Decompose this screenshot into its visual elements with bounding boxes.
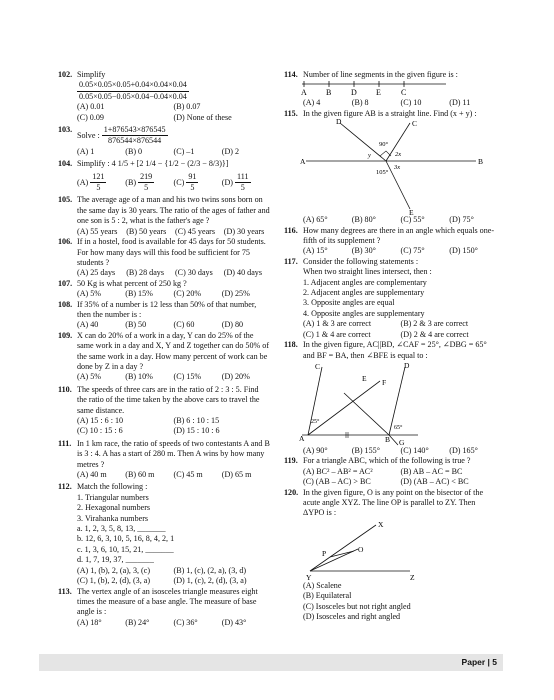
page-number: Paper | 5 xyxy=(461,657,497,667)
option[interactable]: (D) 80 xyxy=(221,320,244,330)
label-B: B xyxy=(326,88,332,98)
option[interactable]: (B) 1, (c), (2, a), (3, d) xyxy=(173,565,247,575)
question-120: 120. In the given figure, O is any point on the bisector of the acute angle XYZ. The line OP is parallel to ZY. Then ΔYPO is : xyxy=(284,487,484,518)
svg-text:A: A xyxy=(299,433,305,443)
question-118: 118. In the given figure, AC||BD, ∠CAF = 25°, ∠DBG = 65° and BF = BA, then ∠BFE is equal to : xyxy=(284,340,487,360)
option[interactable]: (C) 55° xyxy=(400,215,425,225)
question-115: 115. In the given figure AB is a straight line. Find (x + y) : xyxy=(284,108,477,118)
svg-text:C: C xyxy=(412,119,418,129)
option[interactable]: (A) BC² – AB² = AC² xyxy=(303,466,373,476)
q110-options xyxy=(77,416,270,437)
option[interactable]: (B) 30° xyxy=(351,246,376,256)
svg-text:Y: Y xyxy=(306,572,312,581)
option[interactable]: (D) (AB – AC) < BC xyxy=(400,477,469,487)
question-114: 114. Number of line segments in the given figure is : xyxy=(284,70,458,79)
option[interactable]: (B) 24° xyxy=(125,617,150,627)
option[interactable]: (C) 60 xyxy=(173,320,195,330)
label-C: C xyxy=(401,88,407,98)
q119-options xyxy=(303,467,498,488)
option[interactable]: (B) 50 xyxy=(125,320,147,330)
question-119: 119. For a triangle ABC, which of the following is true ? xyxy=(284,456,471,466)
option[interactable]: (C) 0.09 xyxy=(77,112,104,122)
option[interactable]: (C) 10 : 15 : 6 xyxy=(77,426,123,436)
question-113: 113. The vertex angle of an isosceles triangle measures eight times the measure of a base angle. The measure of base angle is : xyxy=(58,586,258,617)
q105-options xyxy=(77,227,270,237)
question-108: 108. If 35% of a number is 12 less than 50% of that number, then the number is : xyxy=(58,299,257,319)
option[interactable]: (C) 1, (b), 2, (d), (3, a) xyxy=(77,576,151,586)
option[interactable]: (C) 140° xyxy=(400,445,429,455)
q115-angle-figure xyxy=(296,119,486,215)
q115-options xyxy=(303,215,498,225)
svg-text:B: B xyxy=(385,434,391,444)
q103-fraction: $\frac{1+876543\times 876545}{876544\times 876544}$ xyxy=(103,125,166,146)
q116-options xyxy=(303,246,498,256)
option[interactable]: (C) 10 xyxy=(400,98,422,108)
option[interactable]: (A) 1 xyxy=(77,146,95,156)
option[interactable]: (B) 0.07 xyxy=(173,102,201,112)
svg-text:E: E xyxy=(409,208,414,216)
svg-text:F: F xyxy=(382,377,387,387)
option[interactable]: (B) 10% xyxy=(125,372,153,382)
option[interactable]: (D) 2 xyxy=(221,146,240,156)
option[interactable]: (B) 15% xyxy=(125,289,153,299)
q103-options xyxy=(77,147,270,157)
q102-options xyxy=(77,102,270,123)
option[interactable]: (A) 25 days xyxy=(77,268,116,278)
option[interactable]: (C) 75° xyxy=(400,246,425,256)
option[interactable]: (A) 5% xyxy=(77,372,102,382)
option[interactable]: (C) (AB – AC) > BC xyxy=(303,477,371,487)
option[interactable]: (C) 15% xyxy=(173,372,202,382)
question-105: 105. The average age of a man and his two twins sons born on the same day is 30 years. The ratio of the ages of father and one son is 5 : 2, what is the father's age ? xyxy=(58,195,270,226)
option[interactable]: (D) Isosceles and right angled xyxy=(303,611,401,621)
option[interactable]: (A) 1, (b), 2, (a), 3, (c) xyxy=(77,565,151,575)
option[interactable]: (C) 1 & 4 are correct xyxy=(303,329,371,339)
q104-options xyxy=(77,172,270,194)
svg-text:B: B xyxy=(478,157,484,167)
left-column xyxy=(58,70,270,628)
q112-items: 1. Triangular numbers 2. Hexagonal numbers 3. Virahanka numbers a. 1, 2, 3, 5, 8, 13, _______ b. 12, 6, 3, 10, 5, 16, 8, 4, 2, 1 c. 1, 3, 6, 10, 15, 21, _______ d. 1, 7, 19, 37, _______ xyxy=(77,492,175,565)
svg-text:105°: 105° xyxy=(376,169,389,177)
option[interactable]: (A) 18° xyxy=(77,617,102,627)
svg-text:O: O xyxy=(358,544,364,554)
option[interactable]: (A) Scalene xyxy=(303,580,342,590)
option[interactable]: (D) 40 days xyxy=(223,268,262,278)
option[interactable]: (B) 155° xyxy=(351,445,380,455)
q118-options xyxy=(303,446,498,456)
option[interactable]: (B) Equilateral xyxy=(303,591,352,601)
svg-text:25°: 25° xyxy=(311,418,320,425)
q118-parallel-figure xyxy=(298,361,448,446)
option[interactable]: (A) 5% xyxy=(77,289,102,299)
option[interactable]: (D) 150° xyxy=(449,246,478,256)
option[interactable]: (D) 43° xyxy=(221,617,247,627)
question-109: 109. X can do 20% of a work in a day, Y can do 25% of the same work in a day and X, Y and Z together can do 50% of the same work in a day. How many percent of work can be done by Z in a day ? xyxy=(58,330,270,371)
q117-options xyxy=(303,319,498,340)
option[interactable]: (D) 20% xyxy=(221,372,250,382)
option[interactable]: (B) AB – AC = BC xyxy=(400,466,463,476)
svg-text:2x: 2x xyxy=(395,151,402,159)
option[interactable]: (C) 36° xyxy=(173,617,198,627)
question-107: 107. 50 Kg is what percent of 250 kg ? xyxy=(58,278,187,288)
option[interactable]: (D) 1, (c), 2, (d), (3, a) xyxy=(173,576,247,586)
option[interactable]: (D) 15 : 10 : 6 xyxy=(173,426,220,436)
option[interactable]: (D) None of these xyxy=(173,112,232,122)
option[interactable]: (A) 4 xyxy=(303,98,321,108)
option[interactable]: (B) 80° xyxy=(351,215,376,225)
option[interactable]: (A) 15° xyxy=(303,246,328,256)
question-104: 104. Simplify : 4 1/5 + [2 1/4 − {1/2 − (2/3 − 8/3)}] xyxy=(58,159,229,169)
svg-text:P: P xyxy=(322,548,327,558)
question-103: 103. Solve : $\frac{1+876543\times 876545}{876544\times 876544}$ xyxy=(58,125,166,146)
label-A: A xyxy=(301,88,307,98)
question-112: 112. Match the following : xyxy=(58,482,148,492)
option[interactable]: (D) 11 xyxy=(449,98,471,108)
option[interactable]: (A) $\frac{121}{5}$ xyxy=(77,171,105,193)
question-116: 116. How many degrees are there in an angle which equals one-fifth of its supplement ? xyxy=(284,225,495,246)
svg-text:C: C xyxy=(315,361,321,371)
option[interactable]: (C) 45 m xyxy=(173,470,203,480)
q108-options xyxy=(77,320,270,330)
option[interactable]: (A) 0.01 xyxy=(77,102,105,112)
svg-text:X: X xyxy=(378,519,384,529)
q120-bisector-figure xyxy=(300,519,450,581)
option[interactable]: (D) 25% xyxy=(221,289,250,299)
option[interactable]: (C) 30 days xyxy=(174,268,213,278)
question-111: 111. In 1 km race, the ratio of speeds of two contestants A and B is 3 : 4. A has a start of 280 m. Then A wins by how many metres ? xyxy=(58,438,270,469)
q113-options xyxy=(77,618,270,628)
page-footer xyxy=(39,654,503,671)
option[interactable]: (D) 30 years xyxy=(223,226,265,236)
svg-text:y: y xyxy=(368,152,371,160)
option[interactable]: (B) 28 days xyxy=(126,268,164,278)
svg-text:90°: 90° xyxy=(379,141,389,149)
right-column xyxy=(284,70,498,622)
option[interactable]: (B) 6 : 10 : 15 xyxy=(173,416,220,425)
option[interactable]: (B) $\frac{219}{5}$ xyxy=(125,171,153,193)
option[interactable]: (D) 2 & 4 are correct xyxy=(400,329,469,339)
q114-options xyxy=(303,98,498,108)
q104-expression: 4 1/5 + [2 1/4 − {1/2 − (2/3 − 8/3)}] xyxy=(111,159,229,169)
q117-items: When two straight lines intersect, then : 1. Adjacent angles are complementary 2. Adjacent angles are supplementary 3. Opposite angles are equal 4. Opposite angles are supplementary xyxy=(303,267,432,318)
option[interactable]: (A) 1 & 3 are correct xyxy=(303,319,372,329)
option[interactable]: (A) 40 m xyxy=(77,470,107,480)
option[interactable]: (A) 40 xyxy=(77,320,99,330)
option[interactable]: (C) Isosceles but not right angled xyxy=(303,601,411,611)
question-102: 102. Simplify $\frac{0.05\times 0.05\times 0.05+0.04\times 0.04\times 0.04}{0.05\times 0.05-0.05\times 0.04-0.04\times 0.04}$ xyxy=(58,70,187,101)
option[interactable]: (A) 15 : 6 : 10 xyxy=(77,416,124,425)
question-106: 106. If in a hostel, food is available for 45 days for 50 students. For how many days will this food be sufficient for 75 students ? xyxy=(58,237,266,267)
option[interactable]: (A) 90° xyxy=(303,445,328,455)
option[interactable]: (C) –1 xyxy=(173,146,195,156)
label-D: D xyxy=(351,88,357,98)
svg-text:E: E xyxy=(362,373,367,383)
q111-options xyxy=(77,470,270,480)
option[interactable]: (B) 50 years xyxy=(126,226,167,236)
option[interactable]: (C) 45 years xyxy=(175,226,216,236)
option[interactable]: (C) 20% xyxy=(173,289,202,299)
option[interactable]: (D) 165° xyxy=(449,445,478,455)
option[interactable]: (B) 0 xyxy=(125,146,143,156)
option[interactable]: (D) 65 m xyxy=(221,470,252,480)
option[interactable]: (A) 65° xyxy=(303,215,328,225)
option[interactable]: (B) 2 & 3 are correct xyxy=(400,319,469,329)
q102-fraction: $\frac{0.05\times 0.05\times 0.05+0.04\times 0.04\times 0.04}{0.05\times 0.05-0.05\times 0.04-0.04\times 0.04}$ xyxy=(79,80,187,101)
label-E: E xyxy=(376,88,381,98)
option[interactable]: (C) $\frac{91}{5}$ xyxy=(173,171,197,193)
option[interactable]: (B) 8 xyxy=(351,98,369,108)
q109-options xyxy=(77,372,270,382)
option[interactable]: (B) 60 m xyxy=(125,470,155,480)
svg-text:D: D xyxy=(404,360,410,370)
svg-text:Z: Z xyxy=(410,572,415,581)
svg-text:A: A xyxy=(300,157,306,167)
option[interactable]: (D) 75° xyxy=(449,215,474,225)
svg-text:G: G xyxy=(399,437,405,446)
svg-text:D: D xyxy=(336,119,342,127)
option[interactable]: (D) $\frac{111}{5}$ xyxy=(221,171,249,193)
q120-options xyxy=(303,581,498,623)
q106-options xyxy=(77,268,270,278)
option[interactable]: (A) 55 years xyxy=(77,226,118,236)
q107-options xyxy=(77,289,270,299)
svg-text:3x: 3x xyxy=(394,164,401,172)
question-117: 117. Consider the following statements : xyxy=(284,256,419,266)
svg-text:65°: 65° xyxy=(394,424,403,431)
q112-options xyxy=(77,566,270,587)
q114-line-figure xyxy=(300,80,450,98)
question-110: 110. The speeds of three cars are in the ratio of 2 : 3 : 5. Find the ratio of the time taken by the above cars to travel the same distance. xyxy=(58,384,260,415)
